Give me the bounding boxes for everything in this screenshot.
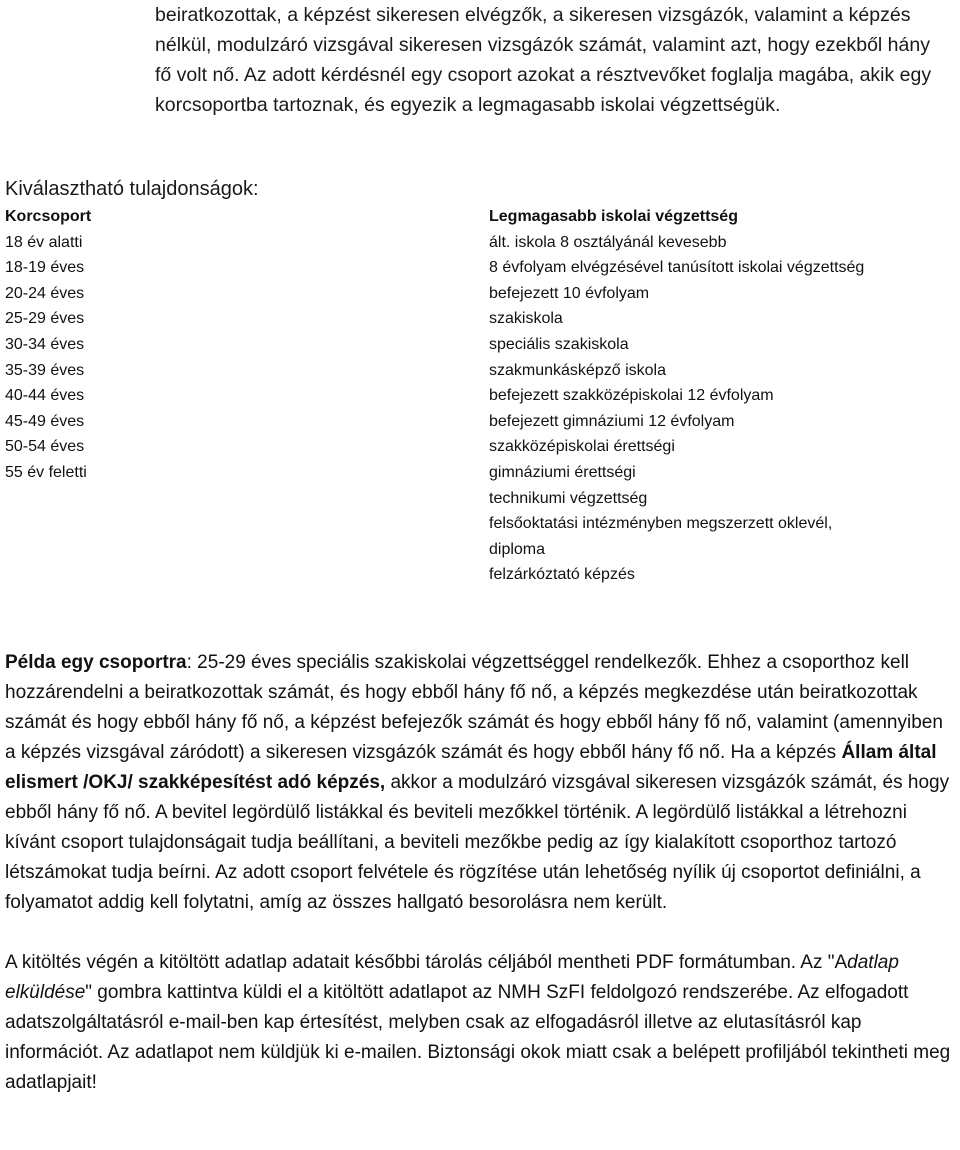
- closing-italic-text: datlap elküldése: [5, 952, 899, 1003]
- age-group-item: 20-24 éves: [5, 284, 85, 302]
- intro-text: beiratkozottak, a képzést sikeresen elvégzők, a sikeresen vizsgázók, valamint a képzés nélkül, modulzáró vizsgával sikeresen vizsgázók számát, valamint azt, hogy ezekből hány fő volt nő. Az adott kérdésnél egy csoport azokat a résztvevőket foglalja magába, akik egy korcsoportba tartoznak, és egyezik a legmagasabb iskolai végzettségük.: [155, 4, 932, 116]
- education-item: szakiskola: [489, 310, 563, 328]
- education-item: szakközépiskolai érettségi: [489, 438, 675, 456]
- closing-text-2: " gombra kattintva küldi el a kitöltött adatlapot az NMH SzFI feldolgozó rendszerébe. Az elfogadott adatszolgáltatásról e-mail-ben kap értesítést, melyben csak az elfogadásról illetve az elutasításról kap információt. Az adatlapot nem küldjük ki e-mailen. Biztonsági okok miatt csak a belépett profiljából tekintheti meg adatlapjait!: [5, 982, 951, 1093]
- education-title: Legmagasabb iskolai végzettség: [489, 208, 738, 225]
- education-item: felzárkóztató képzés: [489, 566, 635, 584]
- age-group-title: Korcsoport: [5, 208, 92, 225]
- age-group-column: [5, 204, 335, 486]
- age-group-item: 55 év feletti: [5, 463, 87, 481]
- closing-paragraph: [5, 948, 957, 1098]
- example-text-2: akkor a modulzáró vizsgával sikeresen vizsgázók számát, és hogy ebből hány fő nő. A bevitel legördülő listákkal és beviteli mezőkkel történik. A legördülő listákkal a létrehozni kívánt csoport tulajdonságait tudja beállítani, a beviteli mezőkbe pedig az így kialakított csoporthoz tartozó létszámokat tudja beírni. Az adott csoport felvétele és rögzítése után lehetőség nyílik új csoportot definiálni, a folyamatot addig kell folytatni, amíg az összes hallgató besorolásra nem került.: [5, 772, 950, 913]
- intro-paragraph: [155, 0, 945, 120]
- properties-heading: Kiválasztható tulajdonságok:: [5, 178, 259, 200]
- age-group-item: 45-49 éves: [5, 412, 85, 430]
- education-item: szakmunkásképző iskola: [489, 361, 666, 379]
- education-item: technikumi végzettség: [489, 489, 648, 507]
- education-item: diploma: [489, 540, 546, 558]
- education-item: felsőoktatási intézményben megszerzett oklevél,: [489, 515, 833, 533]
- education-item: gimnáziumi érettségi: [489, 463, 636, 481]
- education-item: befejezett gimnáziumi 12 évfolyam: [489, 412, 735, 430]
- education-item: befejezett 10 évfolyam: [489, 284, 650, 302]
- age-group-item: 35-39 éves: [5, 361, 85, 379]
- education-column: [489, 204, 949, 588]
- age-group-item: 40-44 éves: [5, 387, 85, 405]
- age-group-item: 50-54 éves: [5, 438, 85, 456]
- education-item: ált. iskola 8 osztályánál kevesebb: [489, 233, 727, 251]
- age-group-item: 25-29 éves: [5, 310, 85, 328]
- education-item: 8 évfolyam elvégzésével tanúsított iskolai végzettség: [489, 259, 865, 277]
- age-group-item: 30-34 éves: [5, 335, 85, 353]
- age-group-item: 18 év alatti: [5, 233, 83, 251]
- example-paragraph: [5, 648, 957, 918]
- age-group-item: 18-19 éves: [5, 259, 85, 277]
- example-bold-text: Állam által elismert /OKJ/ szakképesítést adó képzés,: [5, 742, 937, 793]
- example-label: Példa egy csoportra: [5, 652, 187, 673]
- education-item: speciális szakiskola: [489, 335, 629, 353]
- body-text: [5, 648, 957, 1098]
- closing-text-1: A kitöltés végén a kitöltött adatlap adatait későbbi tárolás céljából mentheti PDF formátumban. Az "A: [5, 952, 848, 973]
- example-text-1: : 25-29 éves speciális szakiskolai végzettséggel rendelkezők. Ehhez a csoporthoz kell hozzárendelni a beiratkozottak számát, és hogy ebből hány fő nő, a képzés megkezdése után beiratkozottak számát és hogy ebből hány fő nő, a képzést befejezők számát és hogy ebből hány fő nő, valamint (amennyiben a képzés vizsgával záródott) a sikeresen vizsgázók számát és hogy ebből hány fő nő. Ha a képzés: [5, 652, 943, 763]
- education-item: befejezett szakközépiskolai 12 évfolyam: [489, 387, 774, 405]
